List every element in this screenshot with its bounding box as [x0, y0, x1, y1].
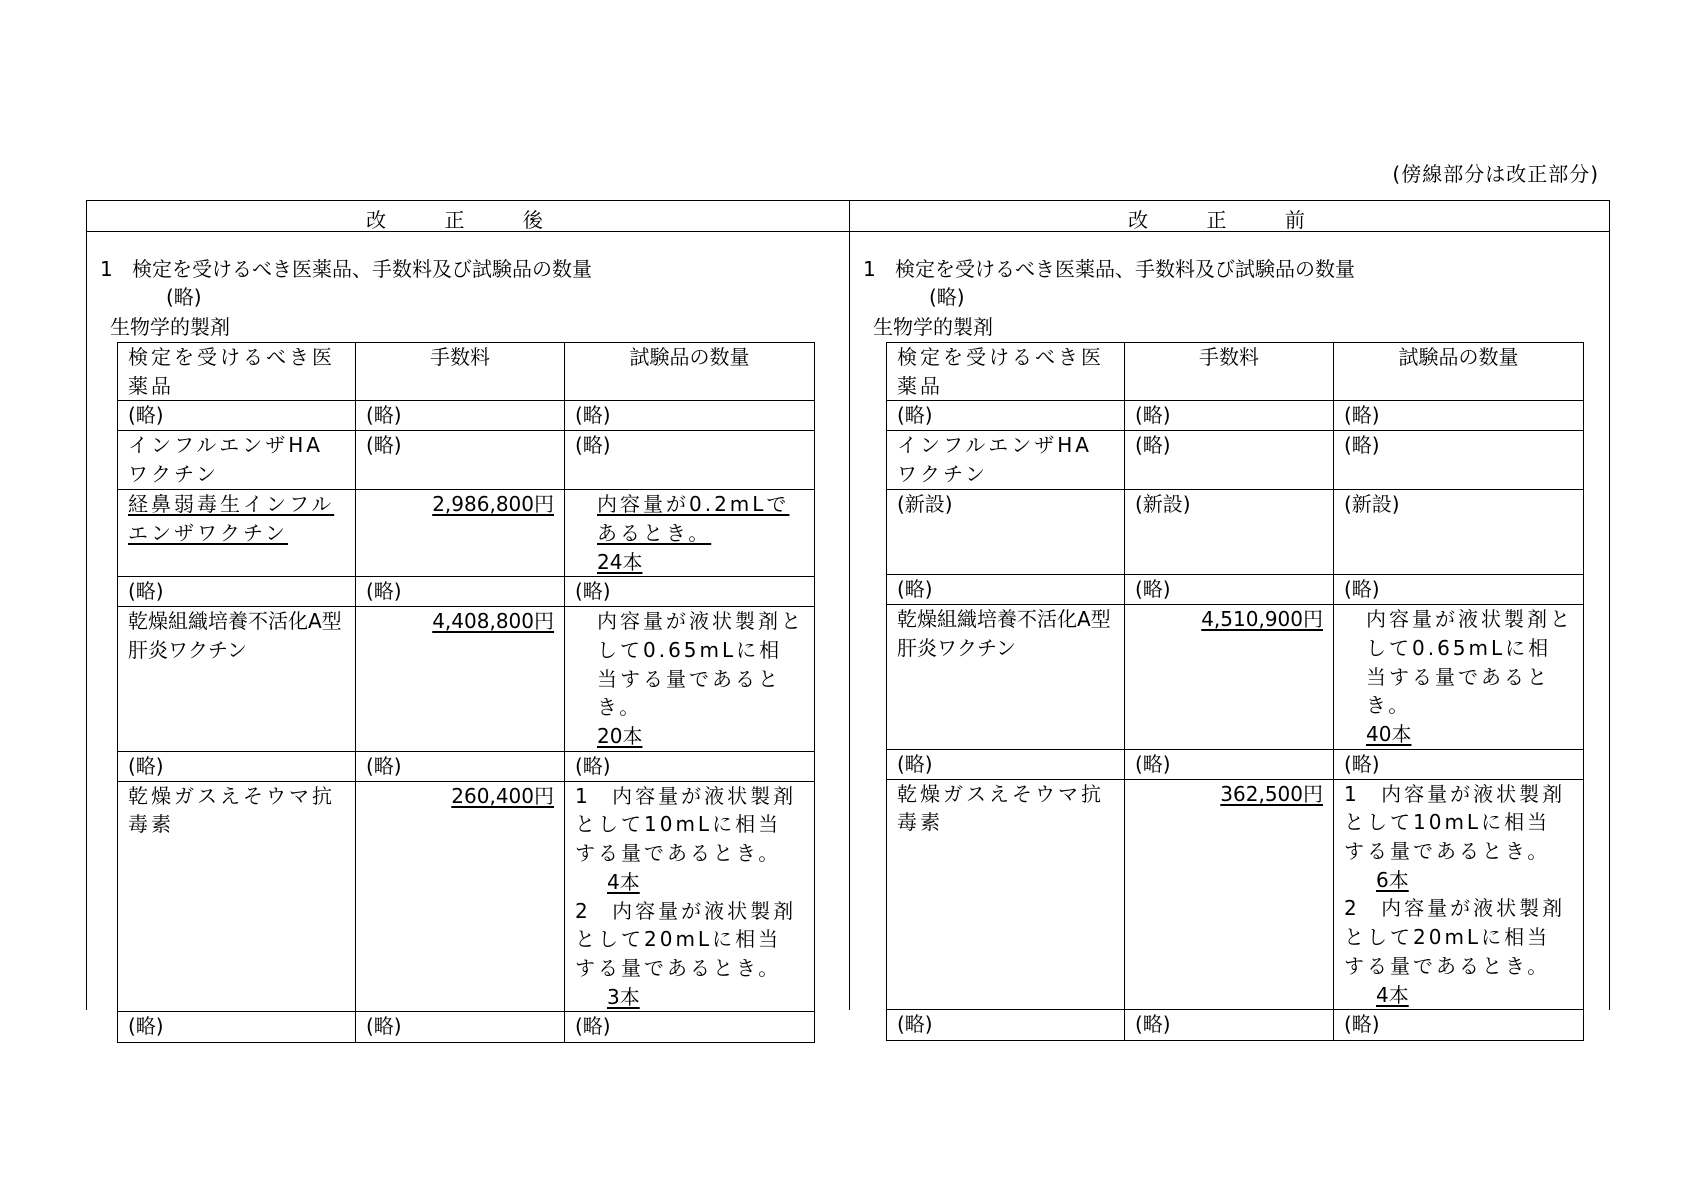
cell-quantity: (略) — [1334, 401, 1584, 431]
cell-quantity: (略) — [1334, 1010, 1584, 1041]
cell-quantity — [1334, 605, 1584, 750]
cell-drug: (略) — [887, 575, 1125, 605]
cell-quantity — [565, 781, 815, 1012]
cell-quantity — [1334, 779, 1584, 1010]
header-quantity: 試験品の数量 — [565, 343, 815, 401]
cell-drug — [118, 490, 356, 577]
item-title: 検定を受けるべき医薬品、手数料及び試験品の数量 — [132, 257, 592, 281]
fee-amount-amended: 2,986,800円 — [432, 492, 554, 517]
cell-quantity: (略) — [1334, 749, 1584, 779]
cell-drug: 乾燥組織培養不活化A型肝炎ワクチン — [118, 607, 356, 752]
item-heading — [100, 253, 592, 282]
fee-amount-amended: 362,500円 — [1220, 781, 1323, 806]
cell-fee — [1125, 605, 1334, 750]
quantity-condition: 内容量が液状製剤として10mLに相当する量であるとき。 — [575, 783, 797, 866]
cell-drug: インフルエンザHAワクチン — [118, 431, 356, 490]
cell-fee — [356, 781, 565, 1012]
quantity-condition: 内容量が液状製剤として10mLに相当する量であるとき。 — [1344, 781, 1566, 864]
cell-drug: (略) — [887, 749, 1125, 779]
cell-quantity: (略) — [565, 431, 815, 490]
quantity-count-amended: 6本 — [1376, 867, 1409, 892]
table-row — [887, 575, 1584, 605]
section-title: 生物学的製剤 — [873, 315, 993, 339]
cell-drug: (略) — [118, 751, 356, 781]
quantity-condition-amended: 内容量が0.2mLであるとき。 — [597, 492, 790, 545]
column-header-after: 改 正 後 — [366, 208, 569, 232]
column-divider — [849, 200, 850, 1010]
quantity-item-number: 1 — [575, 783, 588, 808]
header-drug: 検定を受けるべき医薬品 — [887, 343, 1125, 401]
table-row — [887, 490, 1584, 575]
table-row — [118, 781, 815, 1012]
cell-quantity: (略) — [565, 577, 815, 607]
cell-fee — [1125, 779, 1334, 1010]
item-number: 1 — [863, 257, 876, 281]
table-row — [887, 431, 1584, 490]
table-row — [118, 751, 815, 781]
cell-quantity — [565, 607, 815, 752]
item-heading — [863, 253, 1355, 282]
table-row — [887, 401, 1584, 431]
fee-table-after — [117, 342, 815, 1043]
header-drug: 検定を受けるべき医薬品 — [118, 343, 356, 401]
quantity-count-amended: 3本 — [607, 984, 640, 1009]
table-row — [118, 431, 815, 490]
cell-drug: (新設) — [887, 490, 1125, 575]
quantity-condition: 内容量が液状製剤として0.65mLに相当する量であるとき。 — [597, 609, 804, 720]
quantity-item-number: 1 — [1344, 781, 1357, 806]
cell-drug: インフルエンザHAワクチン — [887, 431, 1125, 490]
cell-quantity: (略) — [1334, 431, 1584, 490]
section-title: 生物学的製剤 — [110, 315, 230, 339]
cell-drug: (略) — [887, 1010, 1125, 1041]
cell-quantity: (略) — [565, 1012, 815, 1043]
fee-amount-amended: 4,408,800円 — [432, 609, 554, 634]
quantity-count-amended: 20本 — [597, 724, 643, 749]
cell-quantity: (新設) — [1334, 490, 1584, 575]
cell-fee: (略) — [1125, 575, 1334, 605]
cell-drug: 乾燥ガスえそウマ抗毒素 — [118, 781, 356, 1012]
cell-drug: (略) — [887, 401, 1125, 431]
quantity-item-number: 2 — [575, 898, 588, 923]
quantity-condition: 内容量が液状製剤として0.65mLに相当する量であるとき。 — [1366, 607, 1573, 718]
cell-fee — [356, 607, 565, 752]
item-omitted: (略) — [929, 285, 965, 309]
cell-quantity: (略) — [565, 401, 815, 431]
column-header-before: 改 正 前 — [1128, 208, 1331, 232]
cell-fee: (略) — [356, 577, 565, 607]
cell-fee: (略) — [356, 401, 565, 431]
table-row — [887, 605, 1584, 750]
table-row — [118, 401, 815, 431]
cell-quantity — [565, 490, 815, 577]
cell-quantity: (略) — [1334, 575, 1584, 605]
cell-drug: (略) — [118, 1012, 356, 1043]
quantity-item-number: 2 — [1344, 896, 1357, 921]
cell-fee: (略) — [1125, 431, 1334, 490]
cell-fee: (略) — [356, 431, 565, 490]
fee-amount-amended: 4,510,900円 — [1201, 607, 1323, 632]
cell-fee: (略) — [1125, 1010, 1334, 1041]
cell-fee: (略) — [1125, 749, 1334, 779]
cell-fee: (新設) — [1125, 490, 1334, 575]
fee-amount-amended: 260,400円 — [451, 783, 554, 808]
cell-drug: (略) — [118, 577, 356, 607]
table-row — [118, 1012, 815, 1043]
header-fee: 手数料 — [356, 343, 565, 401]
quantity-condition: 内容量が液状製剤として20mLに相当する量であるとき。 — [1344, 896, 1566, 978]
cell-fee: (略) — [356, 751, 565, 781]
fee-table-before — [886, 342, 1584, 1041]
table-row — [118, 490, 815, 577]
table-row — [887, 1010, 1584, 1041]
table-row — [118, 577, 815, 607]
cell-fee: (略) — [356, 1012, 565, 1043]
underline-note: (傍線部分は改正部分) — [1392, 162, 1599, 186]
quantity-count-amended: 4本 — [1376, 982, 1409, 1007]
cell-drug: (略) — [118, 401, 356, 431]
header-divider — [86, 231, 1610, 232]
table-row — [887, 749, 1584, 779]
table-header-row — [118, 343, 815, 401]
cell-drug: 乾燥ガスえそウマ抗毒素 — [887, 779, 1125, 1010]
cell-quantity: (略) — [565, 751, 815, 781]
table-header-row — [887, 343, 1584, 401]
header-fee: 手数料 — [1125, 343, 1334, 401]
table-row — [118, 607, 815, 752]
table-row — [887, 779, 1584, 1010]
quantity-condition: 内容量が液状製剤として20mLに相当する量であるとき。 — [575, 898, 797, 980]
drug-name-amended: 経鼻弱毒生インフルエンザワクチン — [128, 492, 335, 545]
item-omitted: (略) — [166, 285, 202, 309]
cell-fee: (略) — [1125, 401, 1334, 431]
quantity-count-amended: 24本 — [597, 549, 643, 574]
quantity-count-amended: 40本 — [1366, 721, 1412, 746]
item-title: 検定を受けるべき医薬品、手数料及び試験品の数量 — [895, 257, 1355, 281]
cell-drug: 乾燥組織培養不活化A型肝炎ワクチン — [887, 605, 1125, 750]
quantity-count-amended: 4本 — [607, 869, 640, 894]
header-quantity: 試験品の数量 — [1334, 343, 1584, 401]
item-number: 1 — [100, 257, 113, 281]
cell-fee — [356, 490, 565, 577]
